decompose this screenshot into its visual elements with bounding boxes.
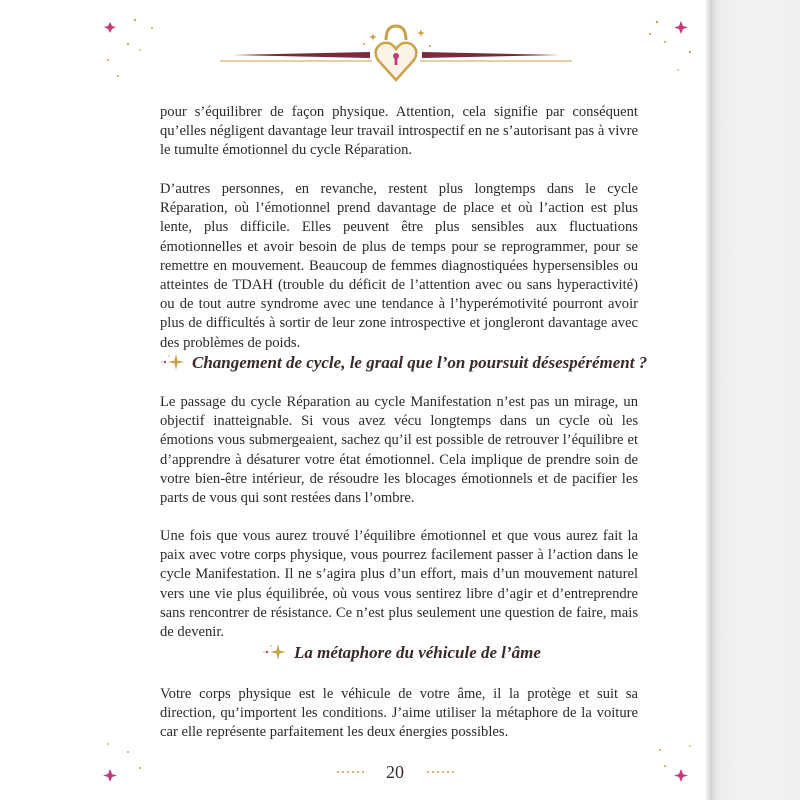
page-edge xyxy=(712,0,800,800)
paragraph xyxy=(160,685,638,743)
footer-ornament xyxy=(0,740,712,800)
section-heading xyxy=(160,352,647,373)
paragraph-text: D’autres personnes, en revanche, restent plus longtemps dans le cycle Réparation, où l’émotionnel prend davantage de place et où l’action est plus lente, plus difficile. Elles peuvent être plus sensibles aux fluctuations émotionnelles et avoir besoin de plus de temps pour se reprogrammer, pour se remettre en mouvement. Beaucoup de femmes diagnostiquées hypersensibles ou atteintes de TDAH (trouble du déficit de l’attention avec ou sans hyperactivité) ou de tout autre syndrome avec une tendance à l’hyperémotivité pourront avoir plus de difficultés à sortir de leur zone introspective et jongleront davantage avec des problèmes de poids. xyxy=(160,181,638,351)
paragraph xyxy=(160,527,638,642)
paragraph xyxy=(160,103,638,161)
sparkle-icon xyxy=(262,642,288,662)
star-icon xyxy=(104,22,116,33)
paragraph-text: Votre corps physique est le véhicule de votre âme, il la protège et suit sa direction, qu’importent les conditions. J’aime utiliser la métaphore de la voiture car elle représente parfaitement les deux énergies possibles. xyxy=(160,686,638,741)
paragraph xyxy=(160,393,638,508)
header-ornament xyxy=(0,0,712,100)
star-icon xyxy=(103,769,117,782)
sparkle-icon xyxy=(160,352,186,372)
section-heading xyxy=(262,642,541,663)
paragraph xyxy=(160,180,638,353)
paragraph-text: Le passage du cycle Réparation au cycle Manifestation n’est pas un mirage, un objectif inatteignable. Si vous avez vécu longtemps dans un cycle où les émotions vous submergeaient, sachez qu’il est possible de retrouver l’équilibre et d’apprendre à désaturer votre état émotionnel. Cela implique de prendre soin de votre bien-être intérieur, de résoudre les blocages émotionnels et de pacifier les parts de vous qui sont restées dans l’ombre. xyxy=(160,394,638,507)
paragraph-text: Une fois que vous aurez trouvé l’équilibre émotionnel et que vous aurez fait la paix avec votre corps physique, vous pourrez facilement passer à l’action dans le cycle Manifestation. Il ne s’agira plus d’un effort, mais d’un mouvement naturel vers une vie plus équilibrée, où vous vous sentirez libre d’agir et d’entreprendre sans rencontrer de résistance. Ce n’est plus seulement une question de faire, mais de devenir. xyxy=(160,528,638,641)
page-number: 20 xyxy=(386,762,404,782)
paragraph-text: pour s’équilibrer de façon physique. Attention, cela signifie par conséquent qu’elles négligent davantage leur travail introspectif en ne s’autorisant pas à vivre le tumulte émotionnel du cycle Réparation. xyxy=(160,104,638,159)
star-icon xyxy=(674,769,688,782)
star-icon xyxy=(674,21,688,34)
heading-text: Changement de cycle, le graal que l’on poursuit désespérément ? xyxy=(192,353,648,372)
heading-text: La métaphore du véhicule de l’âme xyxy=(294,643,541,662)
heart-lock-icon xyxy=(376,26,417,80)
crescent-moon-icon xyxy=(414,764,422,780)
